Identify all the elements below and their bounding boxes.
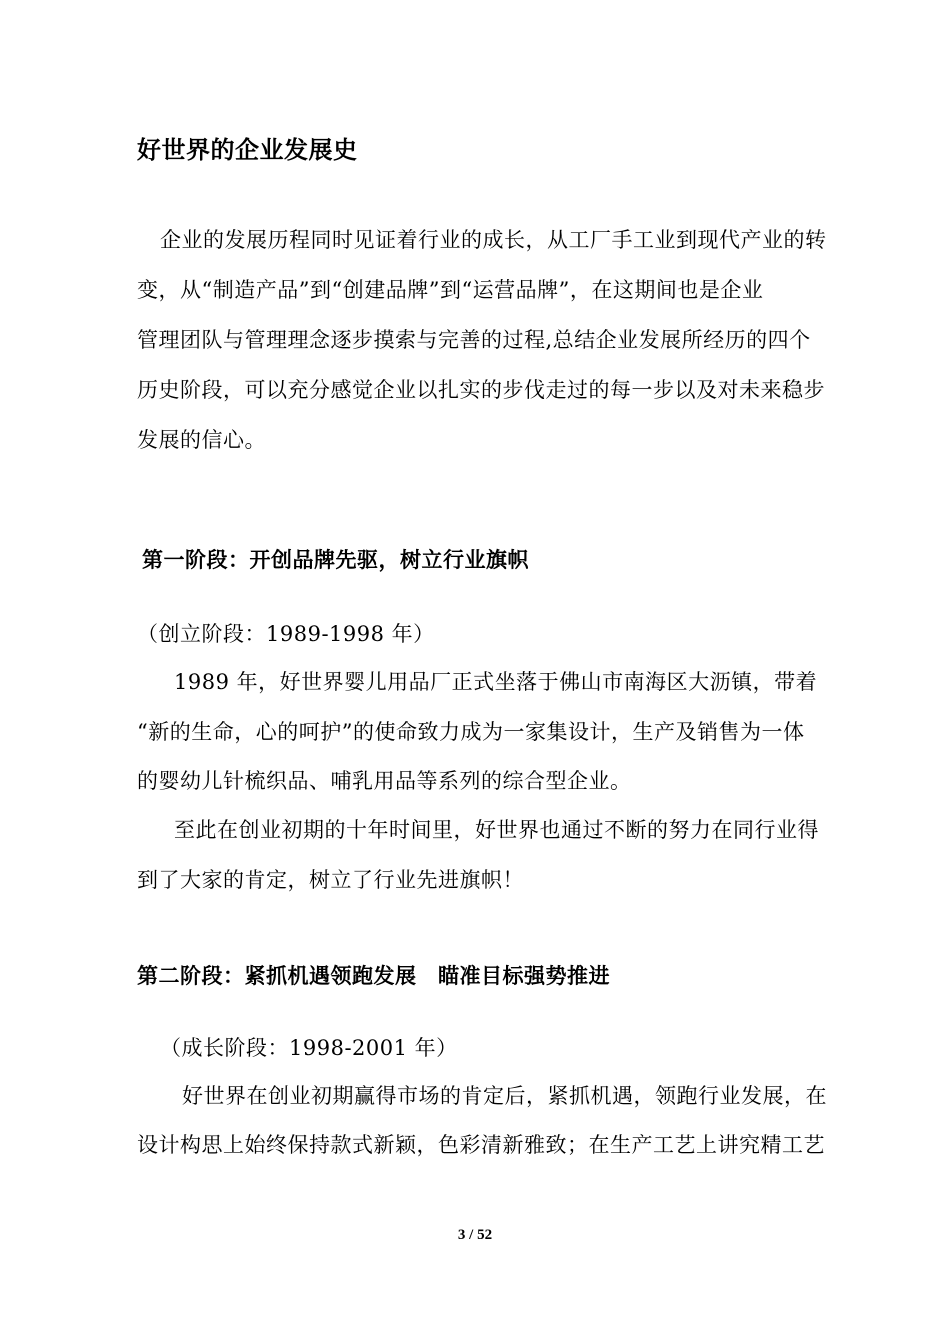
document-title: 好世界的企业发展史 [137, 135, 358, 164]
page-number: 3 / 52 [457, 1227, 493, 1243]
stage1-heading: 第一阶段：开创品牌先驱，树立行业旗帜 [142, 547, 529, 572]
intro-line-4: 历史阶段，可以充分感觉企业以扎实的步伐走过的每一步以及对未来稳步 [137, 378, 825, 402]
stage1-para1-line-1: 1989 年，好世界婴儿用品厂正式坐落于佛山市南海区大沥镇，带着 [174, 670, 818, 694]
intro-line-2: 变，从“制造产品”到“创建品牌”到“运营品牌”，在这期间也是企业 [137, 278, 764, 302]
stage2-para1-line-2: 设计构思上始终保持款式新颖，色彩清新雅致；在生产工艺上讲究精工艺 [137, 1133, 825, 1157]
stage2-period: （成长阶段：1998-2001 年） [160, 1036, 458, 1060]
stage1-para2-line-2: 到了大家的肯定，树立了行业先进旗帜！ [137, 868, 524, 892]
stage1-para1-line-3: 的婴幼儿针梳织品、哺乳用品等系列的综合型企业。 [137, 769, 632, 793]
stage1-para2-line-1: 至此在创业初期的十年时间里，好世界也通过不断的努力在同行业得 [174, 818, 819, 842]
intro-line-1: 企业的发展历程同时见证着行业的成长，从工厂手工业到现代产业的转 [160, 228, 827, 252]
intro-line-3: 管理团队与管理理念逐步摸索与完善的过程,总结企业发展所经历的四个 [137, 328, 811, 352]
stage2-heading: 第二阶段：紧抓机遇领跑发展 瞄准目标强势推进 [137, 963, 610, 988]
stage2-para1-line-1: 好世界在创业初期赢得市场的肯定后，紧抓机遇，领跑行业发展，在 [182, 1084, 827, 1108]
stage1-period: （创立阶段：1989-1998 年） [137, 622, 435, 646]
intro-line-5: 发展的信心。 [137, 428, 266, 452]
stage1-para1-line-2: “新的生命，心的呵护”的使命致力成为一家集设计，生产及销售为一体 [137, 720, 805, 744]
